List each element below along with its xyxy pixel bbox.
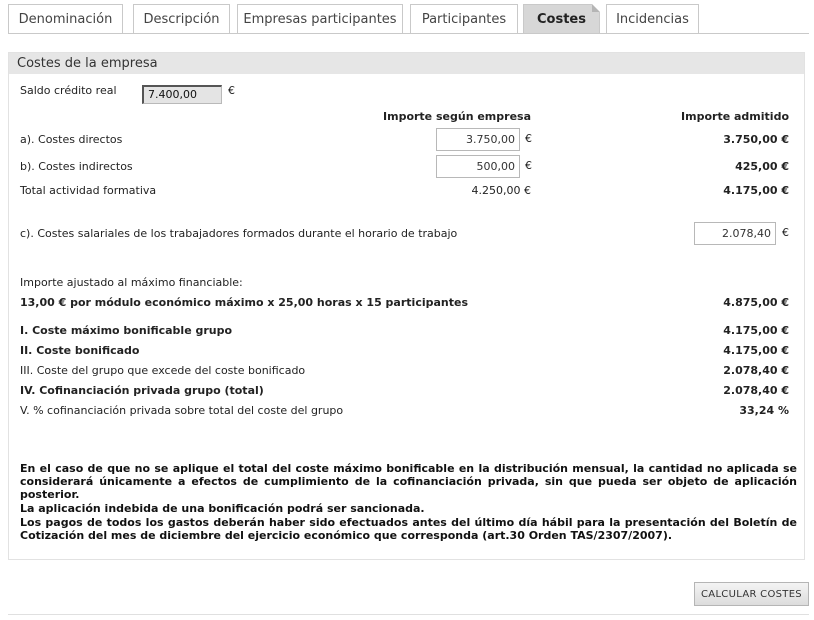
page-fold-icon [592, 4, 600, 12]
costes-directos-admitido: 3.750,00 € [723, 133, 789, 146]
total-actividad-admitido: 4.175,00 € [723, 184, 789, 197]
importe-ajustado-label: Importe ajustado al máximo financiable: [20, 276, 243, 289]
cofinanciacion-value: 2.078,40 € [723, 384, 789, 397]
coste-excede-label: III. Coste del grupo que excede del coste bonificado [20, 364, 306, 377]
costes-indirectos-label: b). Costes indirectos [20, 160, 133, 173]
costes-directos-input[interactable] [436, 128, 520, 151]
costes-directos-currency: € [525, 132, 532, 145]
tab-denominacion[interactable]: Denominación [8, 4, 123, 33]
bottom-divider [8, 614, 809, 615]
section-title: Costes de la empresa [9, 53, 804, 74]
coste-bonificado-value: 4.175,00 € [723, 344, 789, 357]
header-importe-empresa: Importe según empresa [383, 110, 531, 123]
costes-indirectos-admitido: 425,00 € [735, 160, 789, 173]
note-sancion: La aplicación indebida de una bonificación podrá ser sancionada. [20, 502, 425, 515]
tab-bar [8, 4, 809, 34]
header-importe-admitido: Importe admitido [681, 110, 789, 123]
importe-ajustado-value: 4.875,00 € [723, 296, 789, 309]
coste-excede-value: 2.078,40 € [723, 364, 789, 377]
saldo-field: 7.400,00 [142, 85, 222, 104]
costes-directos-label: a). Costes directos [20, 133, 123, 146]
costes-salariales-label: c). Costes salariales de los trabajadores formados durante el horario de trabajo [20, 227, 458, 240]
costes-indirectos-currency: € [525, 159, 532, 172]
legal-notes [20, 462, 797, 543]
tab-costes-label: Costes [537, 12, 586, 27]
calcular-costes-button[interactable]: CALCULAR COSTES [694, 582, 809, 606]
coste-maximo-value: 4.175,00 € [723, 324, 789, 337]
saldo-label: Saldo crédito real [20, 84, 117, 97]
total-actividad-empresa: 4.250,00 € [471, 184, 531, 197]
coste-maximo-label: I. Coste máximo bonificable grupo [20, 324, 233, 337]
saldo-currency: € [228, 84, 235, 97]
tab-empresas-participantes[interactable]: Empresas participantes [237, 4, 403, 33]
costes-salariales-input[interactable] [694, 222, 776, 245]
costes-indirectos-input[interactable] [436, 155, 520, 178]
porcentaje-cofinanciacion-label: V. % cofinanciación privada sobre total del coste del grupo [20, 404, 344, 417]
tab-costes[interactable] [523, 4, 600, 33]
tab-incidencias[interactable]: Incidencias [606, 4, 699, 33]
costes-salariales-currency: € [782, 226, 789, 239]
tab-participantes[interactable]: Participantes [410, 4, 518, 33]
tab-descripcion[interactable]: Descripción [133, 4, 230, 33]
note-pagos: Los pagos de todos los gastos deberán haber sido efectuados antes del último día hábil para la presentación del Boletín de Cotización del mes de diciembre del ejercicio económico que corresponda (art.30 Orden TAS/2307/2007). [20, 516, 797, 542]
note-distribucion: En el caso de que no se aplique el total del coste máximo bonificable en la distribución mensual, la cantidad no aplicada se considerará únicamente a efectos de cumplimiento de la cofinanciación privada, sin que pueda ser objeto de aplicación posterior. [20, 462, 797, 501]
coste-bonificado-label: II. Coste bonificado [20, 344, 140, 357]
cofinanciacion-label: IV. Cofinanciación privada grupo (total) [20, 384, 264, 397]
porcentaje-cofinanciacion-value: 33,24 % [739, 404, 789, 417]
total-actividad-label: Total actividad formativa [20, 184, 157, 197]
importe-ajustado-formula: 13,00 € por módulo económico máximo x 25,00 horas x 15 participantes [20, 296, 468, 309]
